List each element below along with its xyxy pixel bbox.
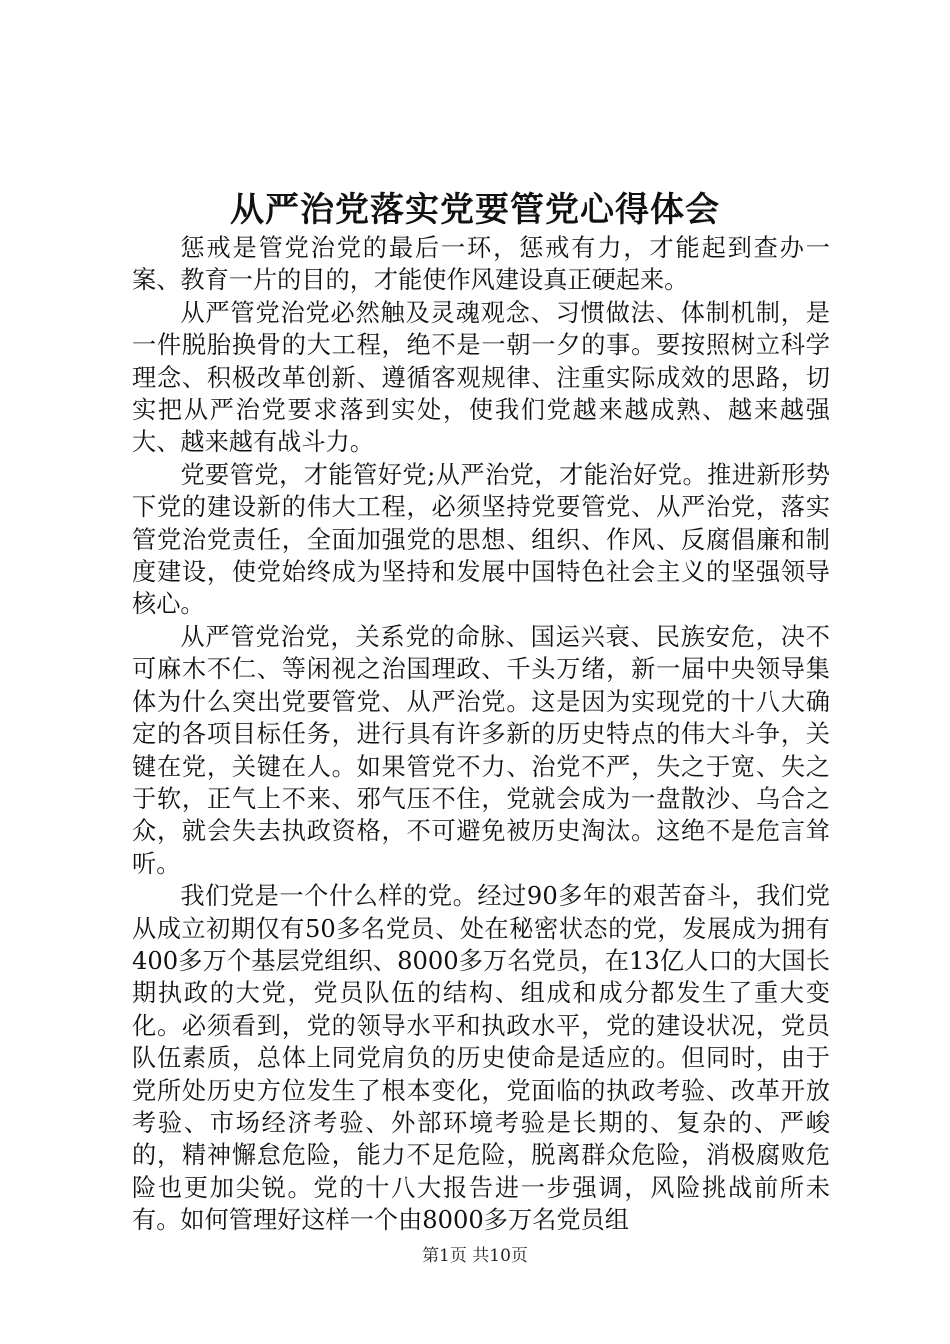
paragraph-1: 惩戒是管党治党的最后一环，惩戒有力，才能起到查办一案、教育一片的目的，才能使作风建设真正硬起来。 — [132, 234, 830, 295]
paragraph-2: 从严管党治党必然触及灵魂观念、习惯做法、体制机制，是一件脱胎换骨的大工程，绝不是一朝一夕的事。要按照树立科学理念、积极改革创新、遵循客观规律、注重实际成效的思路，切实把从严治党要求落到实处，使我们党越来越成熟、越来越强大、越来越有战斗力。 — [132, 298, 830, 457]
document-body — [132, 232, 830, 1237]
page-number-footer: 第1页 共10页 — [422, 1246, 528, 1266]
paragraph-5: 我们党是一个什么样的党。经过90多年的艰苦奋斗，我们党从成立初期仅有50多名党员、处在秘密状态的党，发展成为拥有400多万个基层党组织、8000多万名党员，在13亿人口的大国长期执政的大党，党员队伍的结构、组成和成分都发生了重大变化。必须看到，党的领导水平和执政水平，党的建设状况，党员队伍素质，总体上同党肩负的历史使命是适应的。但同时，由于党所处历史方位发生了根本变化，党面临的执政考验、改革开放考验、市场经济考验、外部环境考验是长期的、复杂的、严峻的，精神懈怠危险，能力不足危险，脱离群众危险，消极腐败危险也更加尖锐。党的十八大报告进一步强调，风险挑战前所未有。如何管理好这样一个由8000多万名党员组 — [132, 882, 830, 1235]
document-title: 从严治党落实党要管党心得体会 — [230, 190, 720, 230]
paragraph-3: 党要管党，才能管好党;从严治党，才能治好党。推进新形势下党的建设新的伟大工程，必须坚持党要管党、从严治党，落实管党治党责任，全面加强党的思想、组织、作风、反腐倡廉和制度建设，使党始终成为坚持和发展中国特色社会主义的坚强领导核心。 — [132, 460, 830, 619]
paragraph-4: 从严管党治党，关系党的命脉、国运兴衰、民族安危，决不可麻木不仁、等闲视之治国理政、千头万绪，新一届中央领导集体为什么突出党要管党、从严治党。这是因为实现党的十八大确定的各项目标任务，进行具有许多新的历史特点的伟大斗争，关键在党，关键在人。如果管党不力、治党不严，失之于宽、失之于软，正气上不来、邪气压不住，党就会成为一盘散沙、乌合之众，就会失去执政资格，不可避免被历史淘汰。这绝不是危言耸听。 — [132, 622, 830, 878]
